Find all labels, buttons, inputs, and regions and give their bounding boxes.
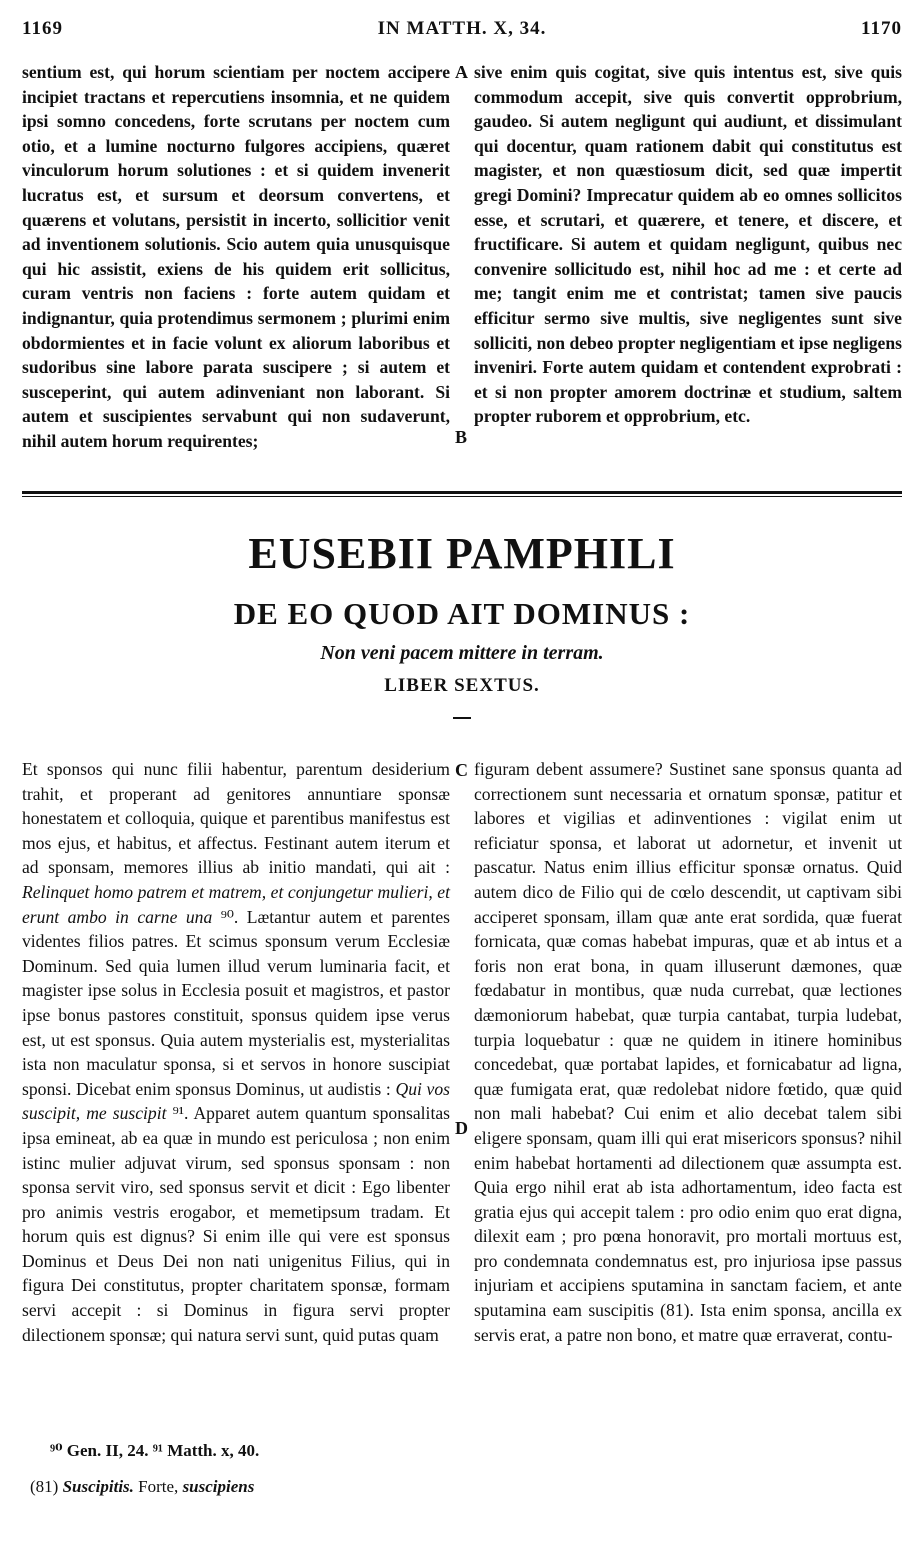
- scripture-quote-1: Relinquet homo patrem et matrem, et conjungetur mulieri, et erunt ambo in carne una: [22, 881, 450, 927]
- editor-note-correction: suscipiens: [182, 1477, 255, 1496]
- top-left-column-text: sentium est, qui horum scientiam per noctem accipere incipiet tractans et repercutiens insomnia, et ne quidem ipsi somno concedens, forte scrutans per noctem cum otio, et a lumine nocturno fulgores accipiens, quæret vinculorum horum solutiones : et si quidem invenerit lucratus est, et sursum et deorsum convertens, et quærens et volutans, persistit in incerto, sollicitior venit ad inventionem solutionis. Scio autem quia unusquisque qui hic assistit, exiens de his quidem erit sollicitus, curam ventris non faciens : forte autem quidam et indignantur, quia protendimus sermonem ; plurimi enim obdormientes et in facie volunt ex aliorum laboribus et sudoribus sine labore parata suscipere ; si autem et susceperint, qui autem adinveniant non laborant. Si autem et suscipientes servabunt qui non sudaverunt, nihil autem horum requirentes;: [22, 62, 450, 451]
- column-number-left: 1169: [22, 18, 63, 39]
- paragraph-part-3: . Apparet autem quantum sponsalitas ipsa emineat, ab ea quæ in mundo est periculosa ; non enim istinc mulier adjuvat virum, sed sponsus sponsam : non sponsa servit viro, sed sponsus servit et dicit : Ego libenter pro animis vestris erogabor, et memetipsum tradam. Et horum quis est dignus? Si enim ille qui vere est sponsus Dominus et Deus Dei non nati unigenitus Filius, qui in figura Dei constitutus, propter charitatem sponsæ, formam servi accepit : si Dominus in figura servi propter dilectionem sponsæ; qui natura servi sunt, quid putas quam: [22, 1103, 450, 1345]
- editor-note-lemma: Suscipitis.: [62, 1477, 134, 1496]
- column-number-right: 1170: [861, 18, 902, 39]
- margin-marker-c: C: [455, 760, 468, 780]
- bottom-left-column-text: [22, 757, 450, 1347]
- top-right-column-text: sive enim quis cogitat, sive quis intentus est, sive quis commodum accepit, sive quis convertit opprobrium, gaudeo. Si autem negligunt qui audiunt, et dissimulant qui docentur, quam rationem dabit qui constitutus est magister, et non quæstiosum dicit, sed quæ impertit gregi Domini? Imprecatur quidem ab eo omnes sollicitos esse, et scrutari, et quærere, et tenere, et discere, et fructificare. Si autem et quidam negligunt, quibus nec convenire sollicitudo est, nihil hoc ad me : et certe ad me; tangit enim me et contristat; tamen sive paucis efficitur sermo sive multis, sive negligentes sunt sive solliciti, non debeo propter negligentiam et ipse negligens inveniri. Forte autem quidam et contendent exprobrati : et si non propter amorem doctrinæ et studium, saltem propter ruborem et opprobrium, etc.: [474, 62, 902, 427]
- running-head: [22, 18, 902, 46]
- editor-note: [30, 1477, 254, 1497]
- footnotes: ⁹⁰ Gen. II, 24. ⁹¹ Matth. x, 40.: [50, 1441, 260, 1460]
- scripture-quote-2: Qui vos suscipit, me suscipit: [22, 1078, 450, 1124]
- section-divider: [22, 491, 902, 494]
- paragraph-part-1: Et sponsos qui nunc filii habentur, parentum desiderium trahit, et properant ad genitores annuntiare sponsæ honestatem et colloquia, quique et parentibus manifestus est mos ejus, et habitus, et affectus. Festinant autem iterum et ad sponsam, memores illius ab initio mandati, qui ait :: [22, 759, 450, 878]
- bottom-right-column-text: figuram debent assumere? Sustinet sane sponsus quanta ad correctionem sunt necessaria et ornatum sponsæ, patitur et labores et vigilias et adinventiones : vigilat enim ut reficiatur sponsa, et laborat ut adornetur, et invenit ut pascatur. Natus enim illius efficitur sponsæ ornatus. Quid autem dico de Filio qui de cœlo descendit, ut captivam sibi acciperet sponsam, illam quæ ante erat sordida, quæ fuerat fornicata, quæ comas habebat impuras, quæ et ab intus et a foris non erat bona, in quam illuserunt dæmones, quæ fœdabatur in montibus, quæ nuda currebat, quæ lectiones dæmoniorum habebat, quæ turpia cantabat, turpia ludebat, turpia loquebatur : quæ ne quidem in itinere hominibus concedebat, quæ portabat lapides, et fornicabatur ad ligna, quæ fumigata erat, quæ redolebat nidore fœtido, quæ quid non mali habebat? Cui enim et alio decebat talem sibi eligere sponsam, quam illi qui erat misericors sponsus? nihil enim habebat hortamenti ad dilectionem quæ assumpta est. Quia ergo nihil erat ab ista adhortamentum, ideo facta est gratia ejus qui accepit talem : pro odio enim quo erat digna, dilexit eam ; pro pœna honoravit, pro mortali mortuus est, pro condemnata condemnatus est, pro injuriosa ipse passus injuriam et accipiens sputamina in sanctam faciem, et ante sputamina eam suscipitis (81). Ista enim sponsa, ancilla ex servis erat, a patre non bono, et matre quæ erraverat, contu-: [474, 759, 902, 1345]
- treatise-subtitle: Non veni pacem mittere in terram.: [320, 642, 604, 664]
- footnote-ref-90: ⁹⁰: [220, 906, 234, 927]
- section-divider-thin: [22, 496, 902, 497]
- book-title: LIBER SEXTUS.: [384, 675, 540, 696]
- editor-note-text: Forte,: [138, 1477, 179, 1496]
- title-dash: [453, 717, 471, 719]
- footnote-ref-91: ⁹¹: [172, 1103, 184, 1124]
- treatise-author-title: EUSEBII PAMPHILI: [248, 529, 676, 578]
- margin-marker-b: B: [455, 427, 468, 447]
- paragraph-part-2: . Lætantur autem et parentes videntes filios patres. Et scimus sponsum verum Ecclesiæ Dominum. Sed quia lumen illud verum luminaria facit, et magister ipse solus in Ecclesia posuit et magistros, et pastor ipse bonus pastores constituit, sponsus quidem ipse verus est, ut est sponsus. Quia autem mysterialis est, mysterialitas ista non maculatur sponsa, si et servos in honore suscipiat sponsi. Dicebat enim sponsus Dominus, ut audistis :: [22, 906, 450, 1099]
- editor-note-number: (81): [30, 1477, 59, 1496]
- margin-marker-a: A: [455, 62, 468, 82]
- running-title: IN MATTH. X, 34.: [377, 18, 547, 39]
- treatise-title: DE EO QUOD AIT DOMINUS :: [233, 596, 691, 631]
- margin-marker-d: D: [455, 1118, 468, 1138]
